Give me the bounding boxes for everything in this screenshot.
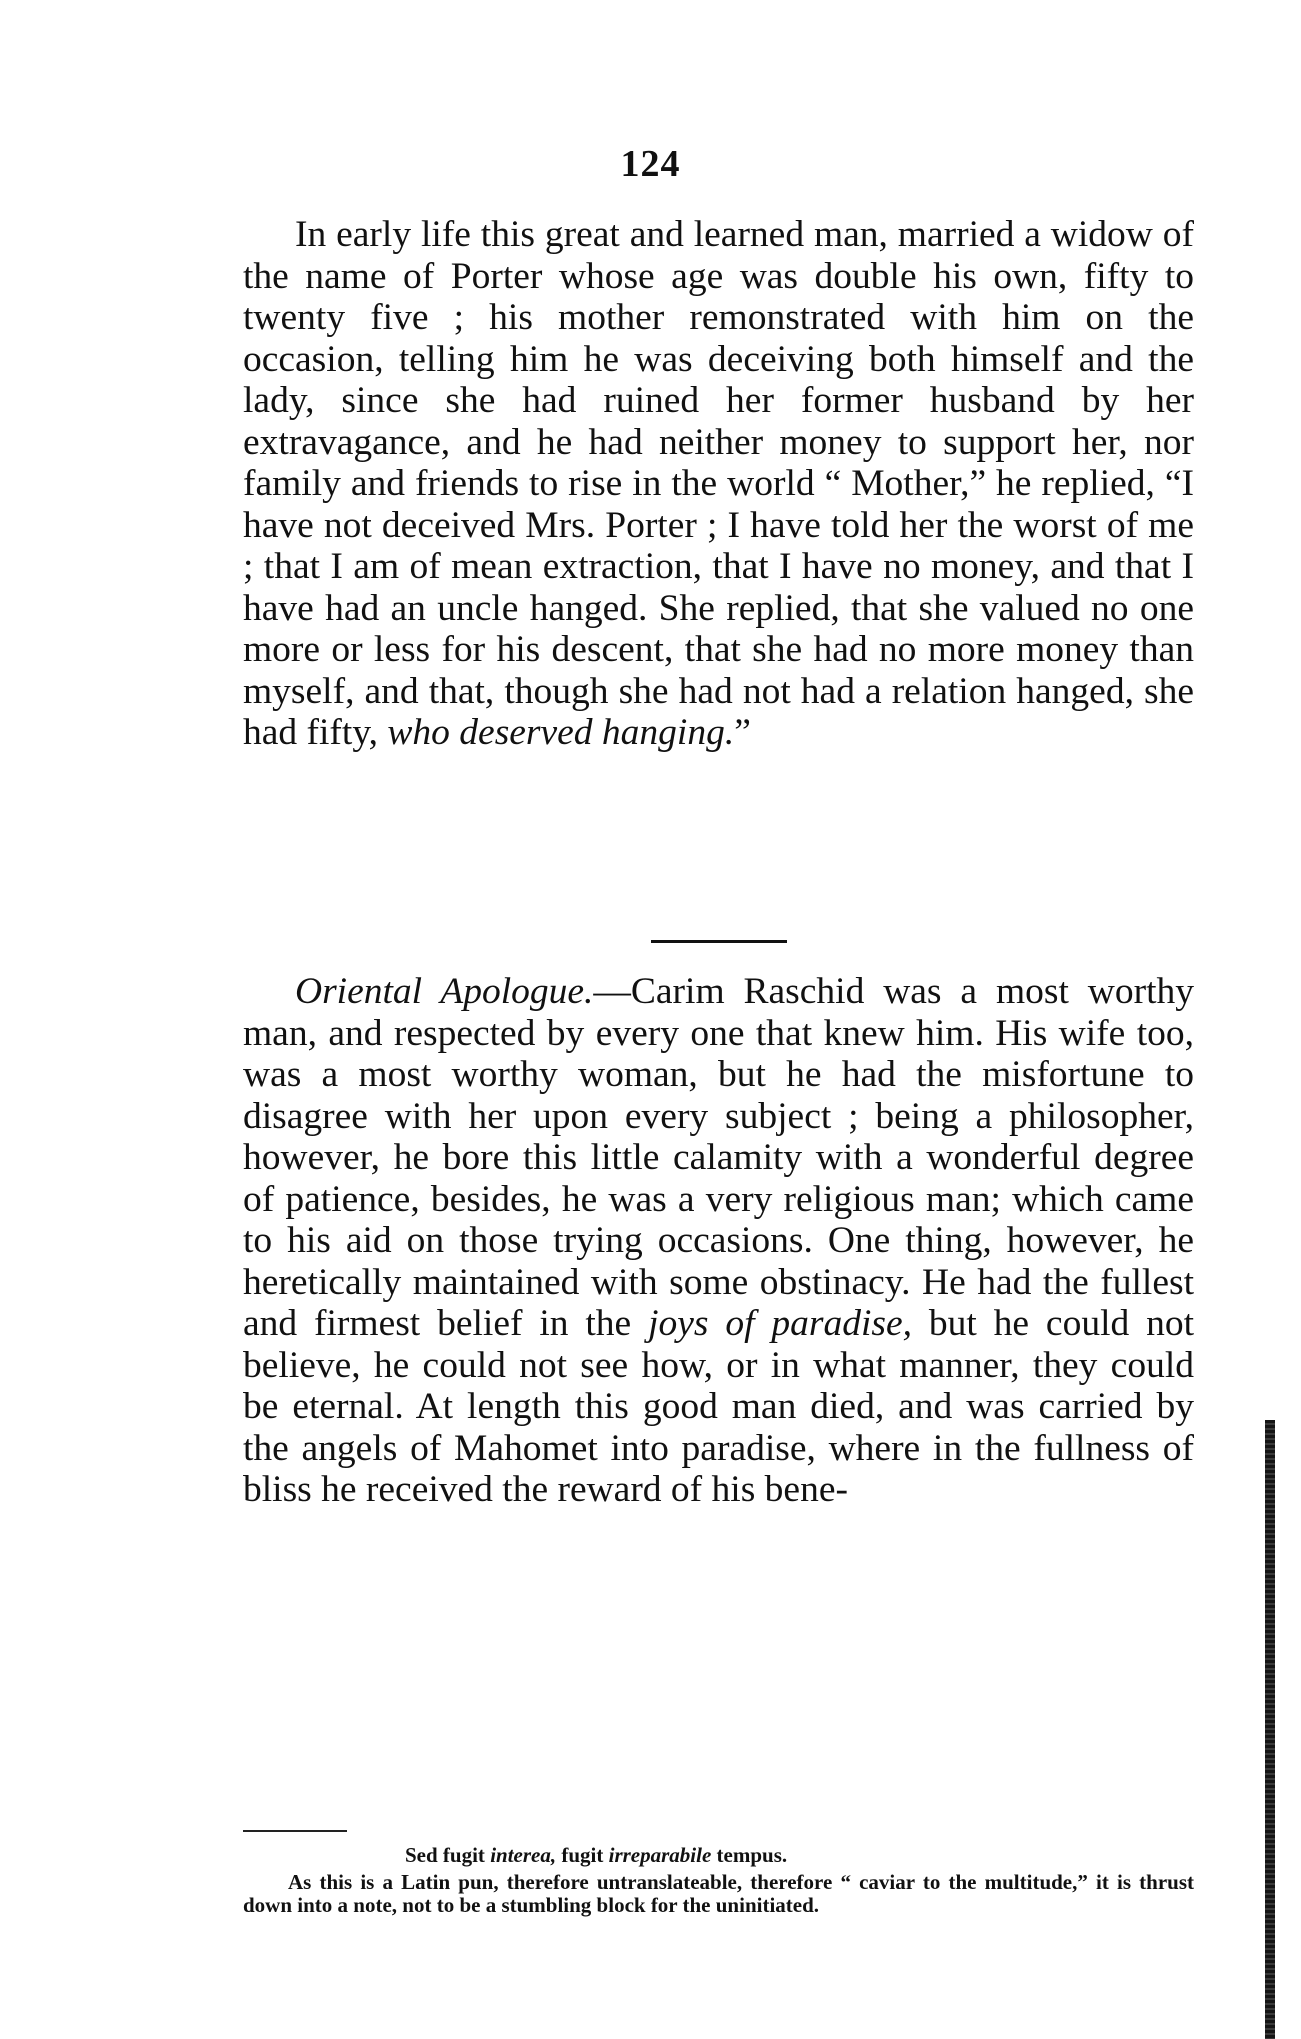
latin-text: Sed fugit [405,1843,485,1867]
latin-italic: interea, [490,1843,557,1867]
latin-text: tempus. [716,1843,788,1867]
latin-text: fugit [561,1843,604,1867]
page-number: 124 [620,143,681,185]
paragraph-text [243,214,1194,754]
footnote-note: As this is a Latin pun, therefore untranslateable, therefore “ caviar to the multitude,” it is thrust down into a note, not to be a stumbling block for the uninitiated. [243,1870,1194,1917]
closing-quote: ” [734,712,751,753]
italic-phrase: who deserved hanging. [387,712,735,753]
paragraph-body: —Carim Raschid was a most worthy man, and respected by every one that knew him. His wife too, was a most worthy woman, but he had the misfortune to disagree with her upon every subject ; being a philosopher, however, he bore this little calamity with a wonderful degree of patience, besides, he was a very religious man; which came to his aid on those trying occasions. One thing, however, he heretically maintained with some obstinacy. He had the fullest and firmest belief in the [243,971,1194,1344]
paragraph-text [243,971,1194,1511]
section-heading: Oriental Apologue. [295,971,594,1012]
paragraph-oriental-apologue [243,971,1194,1511]
italic-phrase: joys of paradise, [648,1303,912,1344]
scan-edge-strip [1265,1420,1275,2039]
footnote-latin-quote [243,1844,1194,1867]
section-divider [651,940,787,943]
footnotes [243,1844,1194,1917]
paragraph-body: In early life this great and learned man, married a widow of the name of Porter whose age was double his own, fifty to twenty five ; his mother remonstrated with him on the occasion, telling him he was deceiving both himself and the lady, since she had ruined her former husband by her extravagance, and he had neither money to support her, nor family and friends to rise in the world “ Mother,” he replied, “I have not deceived Mrs. Porter ; I have told her the worst of me ; that I am of mean extraction, that I have no money, and that I have had an uncle hanged. She replied, that she valued no one more or less for his descent, that she had no more money than myself, and that, though she had not had a relation hanged, she had fifty, [243,214,1194,753]
paragraph-porter [243,214,1194,754]
latin-italic: irreparabile [608,1843,712,1867]
footnote-rule [243,1830,347,1832]
paragraph-body-continued: but he could not believe, he could not see how, or in what manner, they could be eternal. At length this good man died, and was carried by the angels of Mahomet into paradise, where in the fullness of bliss he received the reward of his bene- [243,1303,1195,1510]
